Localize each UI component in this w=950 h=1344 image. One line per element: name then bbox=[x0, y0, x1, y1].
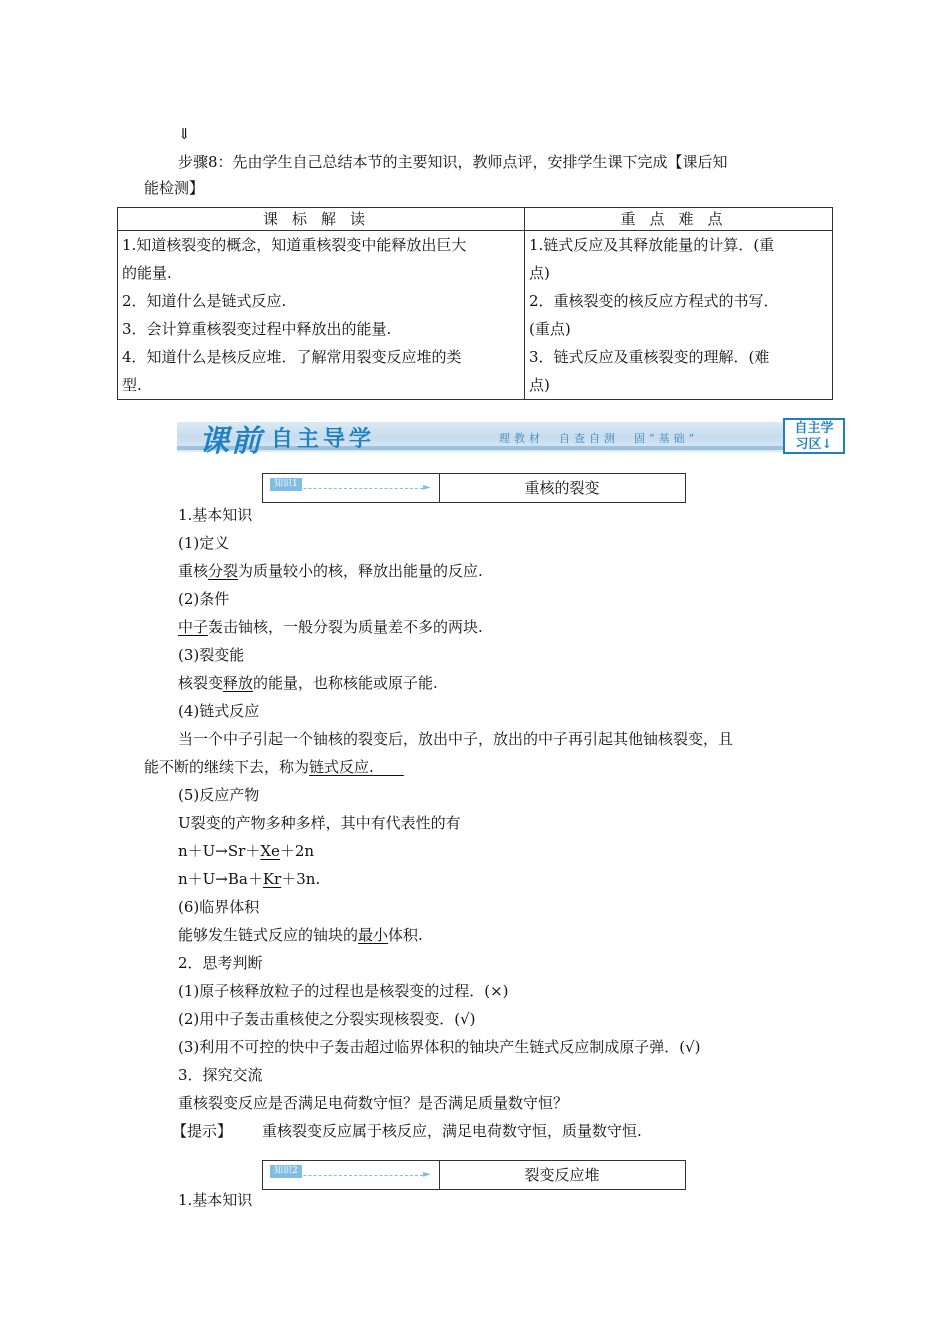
equation-1: n＋U→Sr＋Xe＋2n bbox=[178, 842, 315, 860]
heading-fission-energy: (3)裂变能 bbox=[178, 646, 245, 664]
down-arrow-icon: ⇓ bbox=[178, 125, 191, 143]
critical-volume-text: 能够发生链式反应的铀块的最小体积. bbox=[178, 926, 423, 944]
keypoint-item: 1.链式反应及其释放能量的计算．(重 bbox=[529, 236, 775, 254]
hint-label: 【提示】 bbox=[172, 1122, 233, 1140]
standards-item: 型. bbox=[122, 376, 142, 394]
heading-judgement: 2．思考判断 bbox=[178, 954, 263, 972]
products-text: U裂变的产物多种多样，其中有代表性的有 bbox=[178, 814, 461, 832]
condition-text: 中子轰击铀核，一般分裂为质量差不多的两块. bbox=[178, 618, 483, 636]
badge-line: 习区↓ bbox=[795, 437, 833, 452]
standards-item: 4．知道什么是核反应堆．了解常用裂变反应堆的类 bbox=[122, 348, 462, 366]
knowledge-label-cell bbox=[263, 474, 440, 502]
knowledge-label-cell bbox=[263, 1161, 440, 1189]
judgement-item: (2)用中子轰击重核使之分裂实现核裂变．(√) bbox=[178, 1010, 476, 1028]
judgement-item: (1)原子核释放粒子的过程也是核裂变的过程．(×) bbox=[178, 982, 509, 1000]
chain-reaction-text-cont: 能不断的继续下去，称为链式反应. bbox=[144, 758, 374, 776]
knowledge-title: 重核的裂变 bbox=[524, 479, 600, 497]
standards-item: 2．知道什么是链式反应. bbox=[122, 292, 287, 310]
standards-item: 3．会计算重核裂变过程中释放出的能量. bbox=[122, 320, 392, 338]
standards-item: 1.知道核裂变的概念，知道重核裂变中能释放出巨大 bbox=[122, 236, 467, 254]
standards-table bbox=[117, 207, 833, 400]
definition-text: 重核分裂为质量较小的核，释放出能量的反应. bbox=[178, 562, 483, 580]
heading-basic: 1.基本知识 bbox=[178, 506, 253, 524]
section-banner bbox=[177, 416, 849, 459]
heading-condition: (2)条件 bbox=[178, 590, 230, 608]
banner-title-rest: 自主导学 bbox=[271, 426, 376, 452]
hint-text: 重核裂变反应属于核反应，满足电荷数守恒，质量数守恒. bbox=[262, 1122, 642, 1140]
keypoint-item: (重点) bbox=[529, 320, 571, 338]
chain-reaction-text: 当一个中子引起一个铀核的裂变后，放出中子，放出的中子再引起其他铀核裂变，且 bbox=[178, 730, 734, 748]
explore-question: 重核裂变反应是否满足电荷数守恒？是否满足质量数守恒？ bbox=[178, 1094, 569, 1112]
heading-explore: 3．探究交流 bbox=[178, 1066, 263, 1084]
step8-text-cont: 能检测】 bbox=[144, 179, 205, 197]
heading-definition: (1)定义 bbox=[178, 534, 230, 552]
arrow-right-icon: ► bbox=[423, 482, 431, 493]
banner-badge bbox=[783, 418, 845, 454]
step8-text: 步骤8：先由学生自己总结本节的主要知识，教师点评，安排学生课下完成【课后知 bbox=[178, 153, 728, 171]
table-header-left: 课标解读 bbox=[118, 208, 525, 231]
heading-products: (5)反应产物 bbox=[178, 786, 260, 804]
arrow-right-icon: ► bbox=[423, 1169, 431, 1180]
banner-subtitle: 理教材 自查自测 固“基础” bbox=[499, 432, 699, 445]
dashed-line bbox=[273, 488, 423, 489]
knowledge-tag: 知识2 bbox=[270, 1165, 302, 1178]
dashed-line bbox=[273, 1175, 423, 1176]
keypoint-item: 点) bbox=[529, 264, 550, 282]
knowledge-box-1 bbox=[262, 473, 686, 503]
fission-energy-text: 核裂变释放的能量，也称核能或原子能. bbox=[178, 674, 438, 692]
keypoint-item: 点) bbox=[529, 376, 550, 394]
heading-critical-volume: (6)临界体积 bbox=[178, 898, 260, 916]
judgement-item: (3)利用不可控的快中子轰击超过临界体积的铀块产生链式反应制成原子弹．(√) bbox=[178, 1038, 701, 1056]
knowledge-tag: 知识1 bbox=[270, 478, 302, 491]
knowledge-title: 裂变反应堆 bbox=[524, 1166, 600, 1184]
keypoints-right-cell bbox=[525, 231, 833, 400]
heading-basic-2: 1.基本知识 bbox=[178, 1191, 253, 1209]
table-header-right: 重点难点 bbox=[525, 208, 833, 231]
badge-line: 自主学 bbox=[794, 421, 834, 436]
heading-chain-reaction: (4)链式反应 bbox=[178, 702, 260, 720]
equation-2: n＋U→Ba＋Kr＋3n. bbox=[178, 870, 321, 888]
banner-title-main: 课前 bbox=[199, 424, 263, 459]
keypoint-item: 3．链式反应及重核裂变的理解．(难 bbox=[529, 348, 770, 366]
knowledge-box-2 bbox=[262, 1160, 686, 1190]
standards-left-cell bbox=[118, 231, 525, 400]
standards-item: 的能量. bbox=[122, 264, 172, 282]
banner-stripe bbox=[177, 446, 783, 450]
keypoint-item: 2．重核裂变的核反应方程式的书写． bbox=[529, 292, 779, 310]
